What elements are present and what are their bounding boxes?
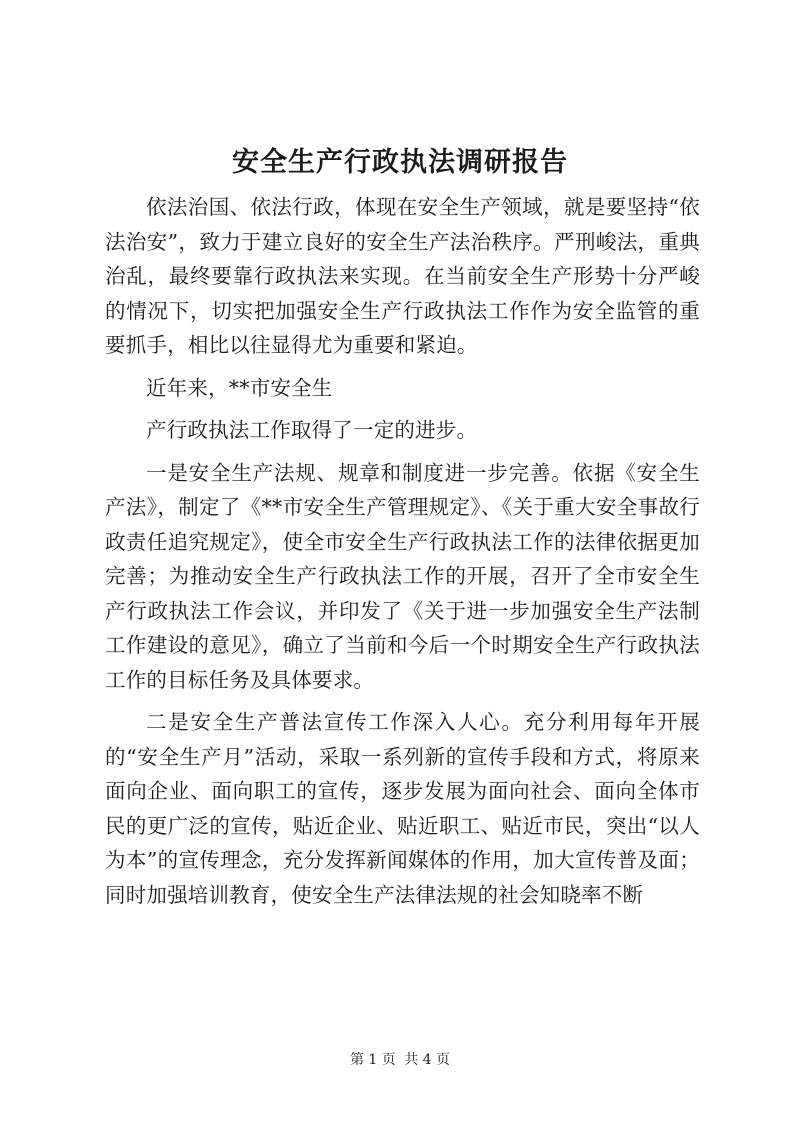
page-number: 第 1 页 bbox=[349, 1052, 396, 1068]
paragraph-point-one: 一是安全生产法规、规章和制度进一步完善。依据《安全生产法》，制定了《**市安全生产管理规定》、《关于重大安全事故行政责任追究规定》，使全市安全生产行政执法工作的法律依据更加完善；为推动安全生产行政执法工作的开展，召开了全市安全生产行政执法工作会议，并印发了《关于进一步加强安全生产法制工作建设的意见》，确立了当前和今后一个时期安全生产行政执法工作的目标任务及具体要求。 bbox=[105, 460, 700, 692]
paragraph-intro: 依法治国、依法行政，体现在安全生产领域，就是要坚持“依法治安”，致力于建立良好的安全生产法治秩序。严刑峻法，重典治乱，最终要靠行政执法来实现。在当前安全生产形势十分严峻的情况下，切实把加强安全生产行政执法工作作为安全监管的重要抓手，相比以往显得尤为重要和紧迫。 bbox=[105, 195, 700, 357]
paragraph-recent-years: 近年来，**市安全生 bbox=[146, 375, 333, 400]
paragraph-point-two: 二是安全生产普法宣传工作深入人心。充分利用每年开展的“安全生产月”活动，采取一系列新的宣传手段和方式，将原来面向企业、面向职工的宣传，逐步发展为面向社会、面向全体市民的更广泛的宣传，贴近企业、贴近职工、贴近市民，突出“以人为本”的宣传理念，充分发挥新闻媒体的作用，加大宣传普及面；同时加强培训教育，使安全生产法律法规的社会知晓率不断 bbox=[105, 710, 700, 907]
document-body bbox=[105, 190, 700, 920]
page-total: 共 4 页 bbox=[404, 1052, 451, 1068]
document-title: 安全生产行政执法调研报告 bbox=[232, 147, 568, 178]
paragraph-progress: 产行政执法工作取得了一定的进步。 bbox=[146, 418, 478, 442]
page-footer bbox=[0, 1049, 800, 1069]
